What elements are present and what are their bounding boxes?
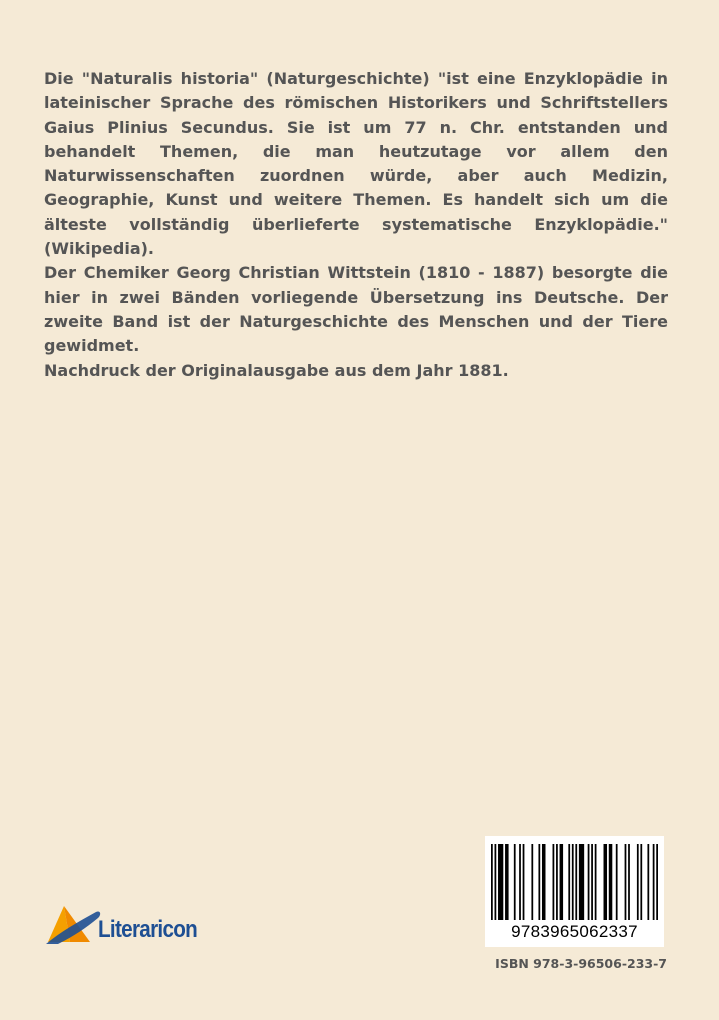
barcode-bar <box>553 844 555 920</box>
barcode-bar <box>531 844 533 920</box>
barcode-bar <box>575 844 577 920</box>
barcode-bar <box>498 844 503 920</box>
barcode-bar <box>556 844 558 920</box>
barcode-bar <box>625 844 627 920</box>
barcode-bar <box>595 844 597 920</box>
barcode-bar <box>637 844 639 920</box>
barcode-bar <box>579 844 584 920</box>
barcode-bar <box>505 844 509 920</box>
barcode-bar <box>591 844 593 920</box>
triangle-swoosh-icon <box>44 900 102 946</box>
barcode-bar <box>495 844 497 920</box>
barcode-bar <box>604 844 608 920</box>
barcode-bar <box>628 844 630 920</box>
barcode-bar <box>519 844 521 920</box>
barcode-digits: 9783965062337 <box>511 922 638 941</box>
blurb-paragraph-1: Die "Naturalis historia" (Naturgeschichte) "ist eine Enzyklopädie in lateinischer Sprache des römischen Historikers und Schriftstellers Gaius Plinius Secundus. Sie ist um 77 n. Chr. entstanden und behandelt Themen, die man heutzutage vor allem den Naturwissenschaften zuordnen würde, aber auch Medizin, Geographie, Kunst und weitere Themen. Es handelt sich um die älteste vollständig überlieferte systematische Enzyklopädie." (Wikipedia). <box>44 69 668 259</box>
blurb-paragraph-2: Der Chemiker Georg Christian Wittstein (1810 - 1887) besorgte die hier in zwei Bänden vorliegende Übersetzung ins Deutsche. Der zweite Band ist der Naturgeschichte des Menschen und der Tiere gewidmet. <box>44 263 668 356</box>
barcode-bar <box>656 844 658 920</box>
publisher-name: Literaricon <box>98 916 198 943</box>
barcode-bar <box>542 844 546 920</box>
barcode-bar <box>538 844 540 920</box>
barcode-bar <box>572 844 574 920</box>
back-cover-blurb <box>44 67 668 383</box>
barcode <box>485 836 664 947</box>
barcode-bar <box>616 844 618 920</box>
barcode-bar <box>560 844 564 920</box>
barcode-bar <box>523 844 525 920</box>
barcode-bar <box>609 844 613 920</box>
barcode-bar <box>568 844 570 920</box>
barcode-bar <box>491 844 493 920</box>
barcode-bar <box>640 844 642 920</box>
isbn-label: ISBN 978-3-96506-233-7 <box>495 956 667 971</box>
barcode-bar <box>588 844 590 920</box>
barcode-bar <box>647 844 649 920</box>
publisher-logo <box>44 896 224 956</box>
barcode-bar <box>653 844 655 920</box>
barcode-bar <box>514 844 516 920</box>
blurb-paragraph-3: Nachdruck der Originalausgabe aus dem Jahr 1881. <box>44 360 509 380</box>
